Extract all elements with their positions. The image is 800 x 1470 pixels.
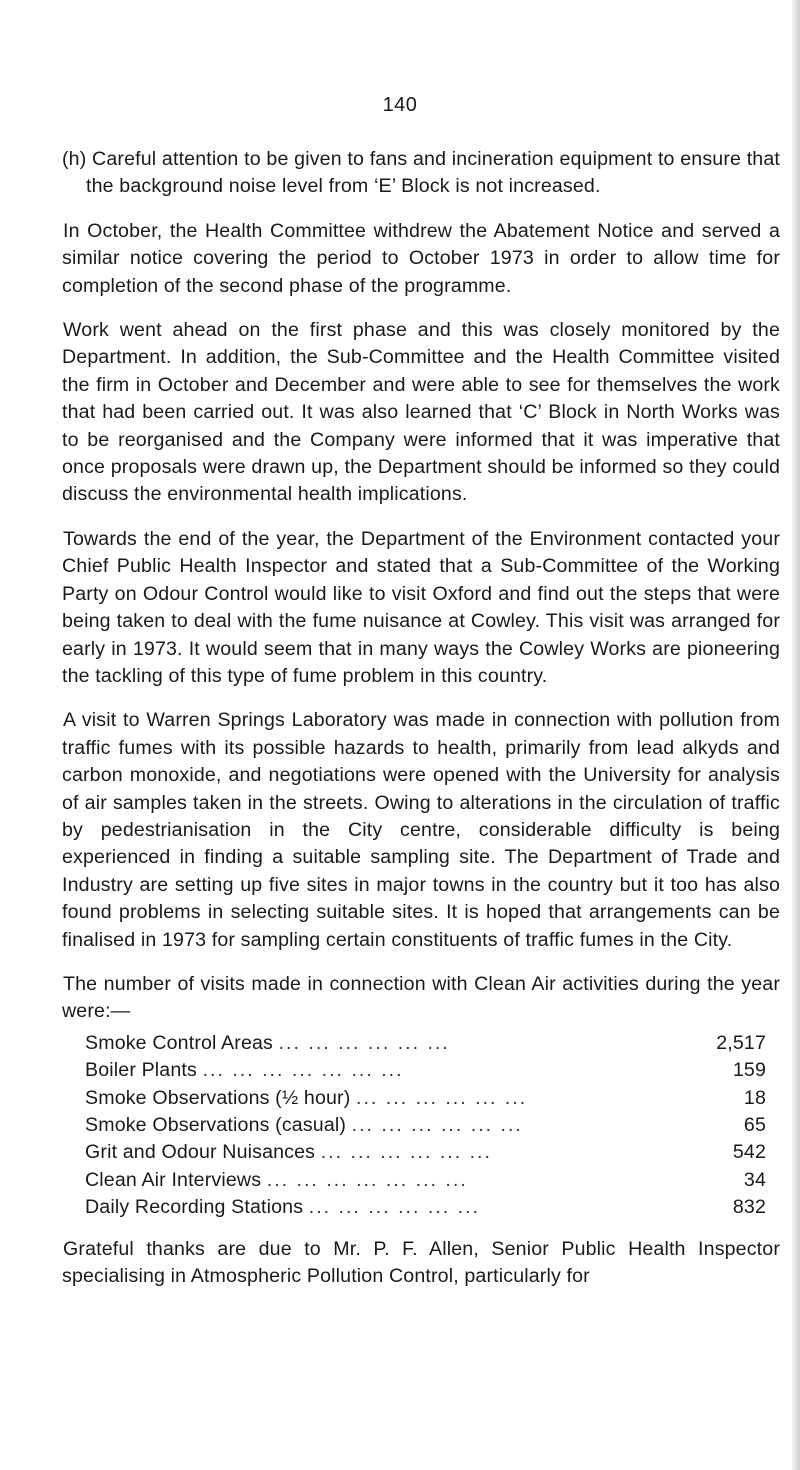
page-edge-shadow xyxy=(792,0,800,1470)
row-value: 542 xyxy=(732,1141,766,1164)
visits-table xyxy=(85,1030,766,1222)
table-row xyxy=(85,1085,766,1112)
document-body xyxy=(62,146,780,1307)
row-label: Boiler Plants xyxy=(85,1059,197,1082)
row-value: 65 xyxy=(743,1114,766,1136)
row-label: Clean Air Interviews xyxy=(85,1168,262,1191)
row-value: 18 xyxy=(743,1086,766,1109)
paragraph-item-h: (h) Careful attention to be given to fans and incineration equipment to ensure that the background noise level from ‘E’ Block is not increased. xyxy=(62,148,780,198)
row-value: 832 xyxy=(732,1196,766,1219)
leader-dots: ... ... ... ... ... ... xyxy=(278,1031,450,1054)
paragraph-abatement-notice: In October, the Health Committee withdrew the Abatement Notice and served a similar notice covering the period to October 1973 in order to allow time for completion of the second phase of the programme. xyxy=(62,219,780,297)
row-label: Smoke Observations (casual) xyxy=(85,1114,347,1136)
paragraph-warren-springs: A visit to Warren Springs Laboratory was made in connection with pollution from traffic fumes with its possible hazards to health, primarily from lead alkyds and carbon monoxide, and negotiations were opened with the University for analysis of air samples taken in the streets. Owing to alterations in the circulation of traffic by pedestrianisation in the City centre, considerable difficulty is being experienced in finding a suitable sampling site. The Department of Trade and Industry are setting up five sites in major towns in the country but it too has also found problems in selecting suitable sites. It is hoped that arrangements can be finalised in 1973 for sampling certain constituents of traffic fumes in the City. xyxy=(62,709,780,951)
row-label: Grit and Odour Nuisances xyxy=(85,1141,316,1164)
page-number: 140 xyxy=(382,94,418,116)
row-value: 159 xyxy=(732,1059,766,1082)
leader-dots: ... ... ... ... ... ... ... xyxy=(266,1168,468,1191)
table-row xyxy=(85,1194,766,1221)
paragraph-department-environment: Towards the end of the year, the Department of the Environment contacted your Chief Public Health Inspector and stated that a Sub-Committee of the Working Party on Odour Control would like to visit Oxford and find out the steps that were being taken to deal with the fume nuisance at Cowley. This visit was arranged for early in 1973. It would seem that in many ways the Cowley Works are pioneering the tackling of this type of fume problem in this country. xyxy=(62,527,780,687)
leader-dots: ... ... ... ... ... ... xyxy=(356,1086,528,1109)
row-label: Smoke Observations (½ hour) xyxy=(85,1086,351,1109)
table-row xyxy=(85,1030,766,1057)
paragraph-first-phase: Work went ahead on the first phase and this was closely monitored by the Department. In addition, the Sub-Committee and the Health Committee visited the firm in October and December and were able to see for themselves the work that had been carried out. It was also learned that ‘C’ Block in North Works was to be reorganised and the Company were informed that it was imperative that once proposals were drawn up, the Department should be informed so they could discuss the environmental health implications. xyxy=(62,319,780,506)
leader-dots: ... ... ... ... ... ... xyxy=(320,1141,492,1164)
paragraph-visits-intro: The number of visits made in connection with Clean Air activities during the year were:— xyxy=(62,972,780,1023)
table-row xyxy=(85,1057,766,1084)
paragraph-grateful-thanks: Grateful thanks are due to Mr. P. F. Allen, Senior Public Health Inspector specialising in Atmospheric Pollution Control, particularly for xyxy=(62,1237,780,1288)
row-value: 34 xyxy=(743,1168,766,1191)
table-row xyxy=(85,1167,766,1194)
table-row xyxy=(85,1139,766,1166)
leader-dots: ... ... ... ... ... ... ... xyxy=(202,1059,404,1082)
leader-dots: ... ... ... ... ... ... xyxy=(351,1114,523,1136)
row-label: Daily Recording Stations xyxy=(85,1196,304,1219)
row-label: Smoke Control Areas xyxy=(85,1031,273,1054)
table-row xyxy=(85,1112,766,1139)
leader-dots: ... ... ... ... ... ... xyxy=(308,1196,480,1219)
row-value: 2,517 xyxy=(716,1031,766,1054)
